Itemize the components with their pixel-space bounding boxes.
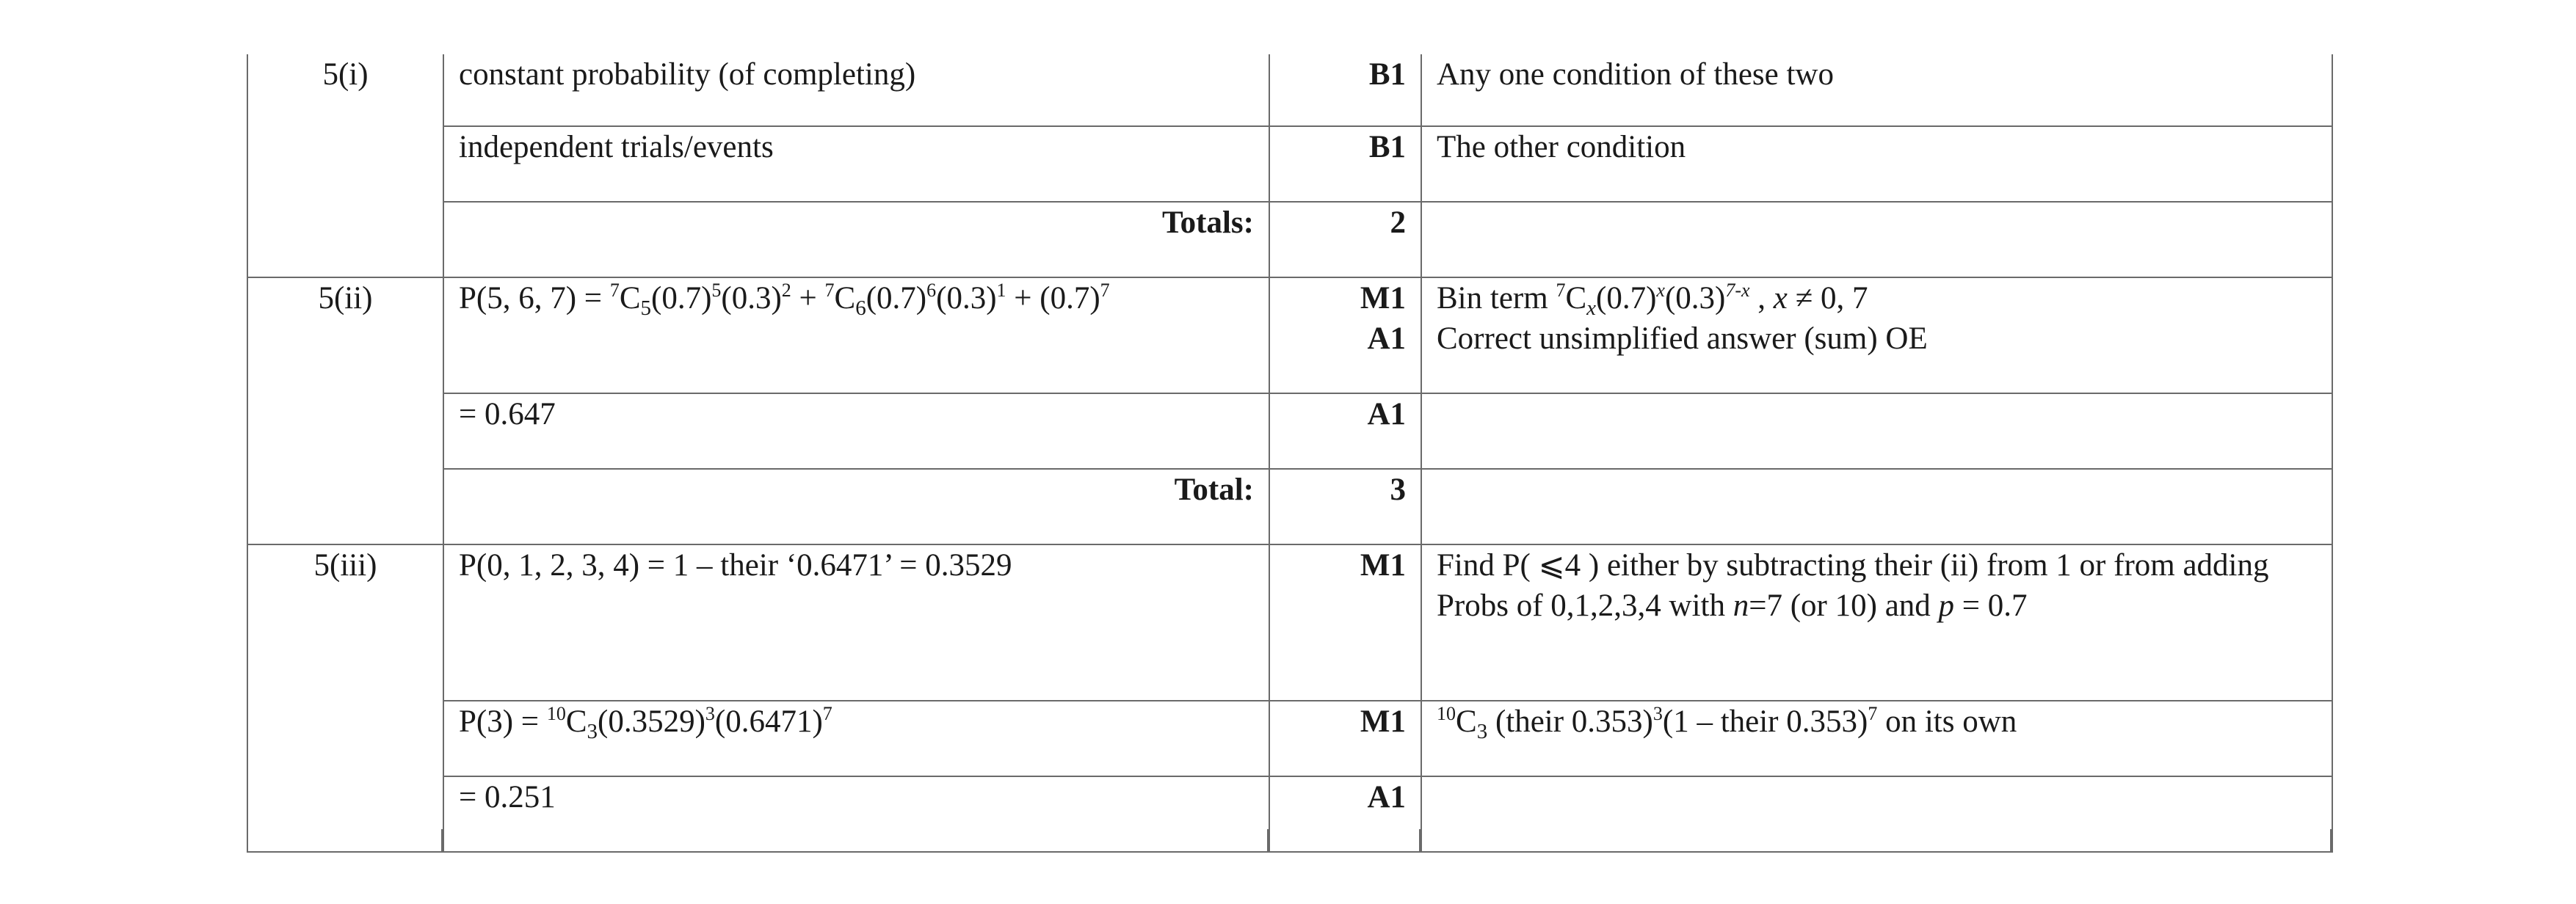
mark-cell: A1 [1269, 776, 1421, 852]
question-number: 5(iii) [247, 544, 443, 852]
superscript: 2 [781, 280, 791, 301]
math-text: C [1565, 281, 1587, 316]
subscript: 3 [1476, 720, 1488, 743]
table-border-stub [441, 829, 443, 851]
answer-cell: = 0.251 [443, 776, 1269, 852]
superscript: 7 [609, 280, 620, 301]
table-border-stub [1419, 829, 1421, 851]
answer-cell: independent trials/events [443, 126, 1269, 202]
mark-cell: B1 [1269, 126, 1421, 202]
subscript: 3 [587, 720, 598, 743]
math-text: =7 (or 10) and [1749, 588, 1939, 623]
guidance-line: Find P( ⩽4 ) either by subtracting their (ii) from 1 or from adding [1437, 548, 2269, 583]
table-row [247, 277, 2332, 393]
math-text: P(5, 6, 7) = [459, 281, 610, 316]
superscript: 7 [824, 280, 835, 301]
math-text: (0.7) [866, 281, 927, 316]
superscript: 3 [705, 703, 715, 724]
mark-cell: M1 [1269, 544, 1421, 701]
answer-cell [443, 277, 1269, 393]
table-border-stub [2330, 829, 2332, 851]
math-text: (0.7) [651, 281, 712, 316]
table-row [247, 776, 2332, 852]
answer-cell: constant probability (of completing) [443, 54, 1269, 126]
answer-cell: P(0, 1, 2, 3, 4) = 1 – their ‘0.6471’ = 0.3529 [443, 544, 1269, 701]
math-text: + [791, 281, 825, 316]
superscript: 10 [1437, 703, 1456, 724]
math-text: (0.3) [1664, 281, 1726, 316]
math-text: (their 0.353) [1487, 704, 1653, 739]
superscript [1725, 280, 1749, 301]
guidance-line [1437, 586, 2317, 626]
math-text: C [834, 281, 856, 316]
math-text: = 0.7 [1954, 588, 2028, 623]
totals-label: Totals: [443, 202, 1269, 277]
guidance-cell [1421, 544, 2332, 701]
guidance-cell [1421, 393, 2332, 469]
superscript: 7 [1556, 280, 1566, 301]
subscript: 6 [855, 296, 866, 320]
guidance-line: Correct unsimplified answer (sum) OE [1437, 321, 1928, 356]
italic-variable: p [1938, 588, 1955, 623]
mark-scheme-table [247, 54, 2333, 853]
superscript: 5 [711, 280, 722, 301]
math-text: Bin term [1437, 281, 1556, 316]
superscript [1656, 280, 1665, 301]
superscript: 3 [1652, 703, 1663, 724]
mark-a1: A1 [1367, 321, 1406, 356]
math-text: C [565, 704, 587, 739]
totals-value: 2 [1269, 202, 1421, 277]
guidance-cell: The other condition [1421, 126, 2332, 202]
math-text: + (0.7) [1006, 281, 1100, 316]
mark-cell: M1 [1269, 701, 1421, 776]
mark-m1: M1 [1360, 281, 1406, 316]
math-text: (0.3) [721, 281, 782, 316]
question-number: 5(ii) [247, 277, 443, 544]
math-text: P(3) = [459, 704, 547, 739]
table-border-stub [1267, 829, 1269, 851]
superscript: 7 [1868, 703, 1878, 724]
math-text: (0.6471) [714, 704, 823, 739]
totals-row [247, 202, 2332, 277]
math-text: on its own [1877, 704, 2017, 739]
subscript [1586, 296, 1596, 320]
superscript: 7 [822, 703, 832, 724]
math-text: ≠ 0, 7 [1787, 281, 1868, 316]
math-text: (1 – their 0.353) [1662, 704, 1868, 739]
mark-cell [1269, 277, 1421, 393]
table-row [247, 544, 2332, 701]
italic-variable: 7-x [1725, 280, 1750, 301]
italic-variable: x [1586, 296, 1596, 320]
italic-variable: x [1773, 281, 1788, 316]
totals-row [247, 469, 2332, 544]
superscript: 7 [1100, 280, 1110, 301]
guidance-cell [1421, 776, 2332, 852]
math-text: , [1749, 281, 1774, 316]
italic-variable: x [1656, 280, 1665, 301]
table-row [247, 54, 2332, 126]
superscript: 6 [926, 280, 937, 301]
subscript: 5 [640, 296, 651, 320]
answer-cell [443, 701, 1269, 776]
table-row [247, 126, 2332, 202]
table-row [247, 701, 2332, 776]
answer-cell: = 0.647 [443, 393, 1269, 469]
superscript: 10 [546, 703, 566, 724]
math-text: Probs of 0,1,2,3,4 with [1437, 588, 1733, 623]
guidance-line [1437, 278, 2317, 318]
math-text: (0.7) [1596, 281, 1657, 316]
question-number: 5(i) [247, 54, 443, 277]
totals-label: Total: [443, 469, 1269, 544]
mark-cell: B1 [1269, 54, 1421, 126]
table-border-stub [247, 829, 248, 851]
guidance-cell [1421, 202, 2332, 277]
guidance-cell [1421, 277, 2332, 393]
table-row [247, 393, 2332, 469]
math-text: (0.3529) [598, 704, 705, 739]
math-text: C [1456, 704, 1477, 739]
mark-cell: A1 [1269, 393, 1421, 469]
italic-variable: n [1733, 588, 1749, 623]
math-text: (0.3) [936, 281, 997, 316]
superscript: 1 [996, 280, 1006, 301]
math-text: C [619, 281, 641, 316]
guidance-cell: Any one condition of these two [1421, 54, 2332, 126]
guidance-cell [1421, 701, 2332, 776]
guidance-cell [1421, 469, 2332, 544]
totals-value: 3 [1269, 469, 1421, 544]
